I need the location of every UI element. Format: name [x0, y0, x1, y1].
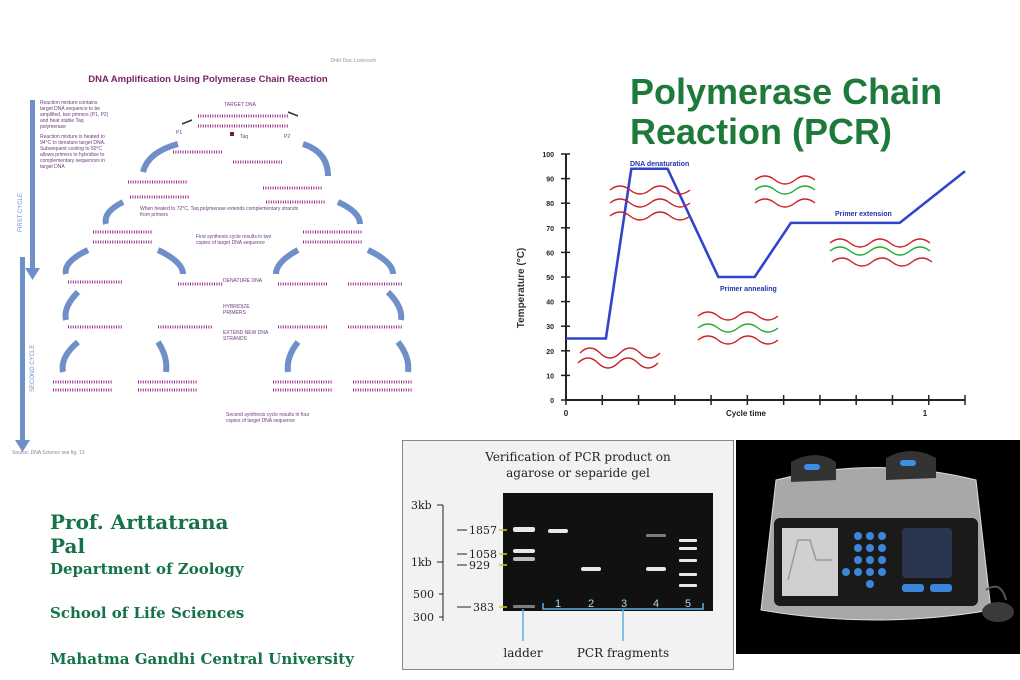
- lane-4-label: 4: [652, 598, 660, 610]
- dna-strand-illustrations: [578, 176, 932, 368]
- y-tick-label: 70: [546, 225, 554, 233]
- hybridize-label: HYBRIDIZE PRIMERS: [223, 304, 250, 316]
- band-383-label: 383: [473, 601, 494, 614]
- taq-label: Taq: [240, 134, 249, 140]
- thermocycler-image: [736, 440, 1020, 654]
- target-dna-label: TARGET DNA: [224, 102, 256, 108]
- label-primer-extension: Primer extension: [835, 211, 892, 218]
- y-tick-label: 80: [546, 201, 554, 209]
- p1-label: P1: [176, 130, 183, 136]
- second-cycle-bar: [20, 257, 25, 442]
- first-cycle-arrowhead: [25, 268, 40, 280]
- step3-text: When heated to 72°C, Taq polymerase extends complementary strands from primers: [140, 206, 299, 218]
- author-name: [50, 510, 228, 558]
- band-1058-label: 1058: [469, 548, 497, 561]
- marker-300: 300: [413, 611, 434, 624]
- lane-1-label: 1: [554, 598, 562, 610]
- pcr-temperature-graph: [510, 148, 980, 438]
- x-tick-start: 0: [563, 409, 569, 418]
- y-axis-label: Temperature (°C): [516, 247, 527, 329]
- primer-p1: [182, 120, 192, 124]
- primer-p2: [288, 112, 298, 116]
- step4-text: First synthesis cycle results in two copies of target DNA sequence: [196, 234, 272, 246]
- lane-3-label: 3: [620, 598, 628, 610]
- pcr-fragments-label: PCR fragments: [576, 646, 670, 660]
- y-tick-label: 90: [546, 176, 554, 184]
- marker-1kb: 1kb: [411, 556, 432, 569]
- author-name-line2: Pal: [50, 534, 86, 558]
- figure-corner-note: Dhfrt Dwc Lxxkvxark: [330, 58, 376, 64]
- step2-text: Reaction mixture is heated to 94°C to denature target DNA. Subsequent cooling to 50°C allows primers to hybridize to complementary sequences in target DNA: [40, 134, 106, 170]
- lane-5-label: 5: [684, 598, 692, 610]
- ladder-label: ladder: [503, 646, 543, 660]
- y-tick-label: 30: [546, 324, 554, 332]
- label-dna-denaturation: DNA denaturation: [630, 161, 690, 168]
- author-department: Department of Zoology: [50, 560, 244, 578]
- x-axis-label: Cycle time: [725, 409, 767, 418]
- step1-text: Reaction mixture contains target DNA sequence to be amplified, two primers (P1, P2) and heat stable Taq polymerase: [40, 100, 109, 130]
- gel-figure: [402, 440, 734, 670]
- dna-amplification-figure: [8, 52, 418, 462]
- marker-500: 500: [413, 588, 434, 601]
- slide-title-line2: Reaction (PCR): [630, 111, 893, 152]
- label-primer-annealing: Primer annealing: [720, 286, 777, 293]
- author-university: Mahatma Gandhi Central University: [50, 650, 354, 668]
- marker-3kb: 3kb: [411, 499, 432, 512]
- denature-label: DENATURE DNA: [223, 278, 263, 284]
- first-cycle-label: FIRST CYCLE: [18, 193, 24, 232]
- second-cycle-label: SECOND CYCLE: [30, 344, 36, 392]
- y-tick-label: 20: [546, 348, 554, 356]
- author-name-line1: Prof. Arttatrana: [50, 510, 229, 534]
- p2-label: P2: [284, 134, 291, 140]
- lane-2-label: 2: [587, 598, 595, 610]
- y-tick-label: 100: [542, 152, 554, 159]
- extend-label: EXTEND NEW DNA STRANDS: [223, 330, 269, 342]
- slide-title: [630, 72, 1010, 152]
- figure-title: DNA Amplification Using Polymerase Chain Reaction: [88, 74, 328, 85]
- target-dna-strands: [198, 116, 288, 126]
- band-1857-label: 1857: [469, 524, 497, 537]
- y-tick-label: 60: [546, 250, 554, 258]
- y-tick-label: 40: [546, 299, 554, 307]
- gel-title-line2: agarose or separide gel: [506, 466, 650, 480]
- y-tick-label: 10: [546, 373, 554, 381]
- author-school: School of Life Sciences: [50, 604, 245, 622]
- first-cycle-bar: [30, 100, 35, 270]
- y-tick-label: 0: [550, 398, 554, 405]
- taq-dot: [230, 132, 234, 136]
- gel-title-line1: Verification of PCR product on: [485, 450, 671, 464]
- figure-source: Source: DNA Science see fig. 13: [12, 450, 85, 456]
- y-tick-label: 50: [546, 275, 554, 282]
- band-929-label: 929: [469, 559, 490, 572]
- slide-title-line1: Polymerase Chain: [630, 71, 943, 112]
- step5-text: Second synthesis cycle results in four copies of target DNA sequence: [226, 412, 310, 424]
- x-tick-end: 1: [922, 409, 928, 418]
